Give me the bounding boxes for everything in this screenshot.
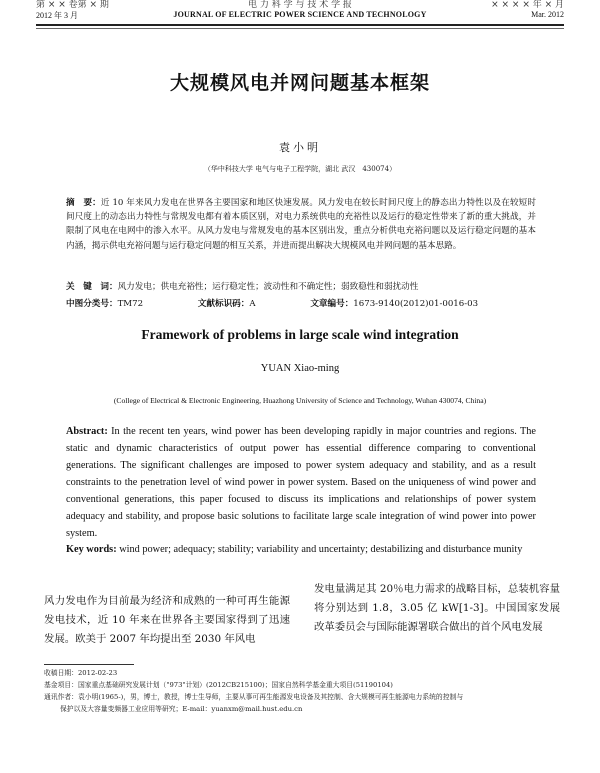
- volume-issue: 第 × × 卷第 × 期: [36, 0, 109, 10]
- body-column-right: 发电量满足其 20％电力需求的战略目标，总装机容量将分别达到 1.8，3.05 亿 kW[1-3]。中国国家发展改革委员会与国际能源署联合做出的首个风电发展: [314, 583, 560, 633]
- keywords-en: [66, 541, 536, 558]
- keywords-en-label: Key words:: [66, 544, 117, 555]
- body-column-left: 风力发电作为目前最为经济和成熟的一种可再生能源发电技术，近 10 年来在世界各主要国家得到了迅速发展。欧美于 2007 年均提出至 2030 年风电: [44, 595, 290, 645]
- abstract-en-label: Abstract:: [66, 426, 108, 437]
- footnote-received: 收稿日期：2012-02-23: [44, 669, 118, 677]
- publication-date-cn: × × × × 年 × 月: [491, 0, 564, 10]
- author-cn: 袁小明: [279, 141, 321, 154]
- document-code: 文献标识码：A: [197, 299, 256, 309]
- journal-name-en: JOURNAL OF ELECTRIC POWER SCIENCE AND TECHNOLOGY: [173, 10, 427, 19]
- abstract-cn: [66, 196, 536, 253]
- journal-name-cn: 电 力 科 学 与 技 术 学 报: [248, 0, 352, 10]
- keywords-cn-text: 风力发电；供电充裕性；运行稳定性；波动性和不确定性；弱致稳性和弱扰动性: [117, 282, 419, 292]
- header-rule-thin: [36, 28, 564, 29]
- header-date-right: Mar. 2012: [531, 10, 564, 19]
- abstract-cn-label: 摘 要：: [66, 198, 101, 208]
- abstract-en: [66, 423, 536, 542]
- keywords-cn: [66, 280, 536, 292]
- article-number: 文章编号：1673-9140(2012)01-0016-03: [310, 299, 479, 309]
- clc-number: 中图分类号：TM72: [66, 299, 144, 309]
- header-rule: [36, 24, 564, 26]
- keywords-cn-label: 关 键 词：: [66, 282, 118, 292]
- footnotes: [44, 667, 564, 715]
- keywords-en-text: wind power; adequacy; stability; variability and uncertainty; destabilizing and disturbance munity: [119, 544, 523, 555]
- paper-title-en: Framework of problems in large scale wind integration: [141, 327, 459, 342]
- running-header-cut: [0, 0, 600, 10]
- header-date-left: 2012 年 3 月: [36, 11, 78, 20]
- footnote-author-bio: 通讯作者：袁小明(1965-)，男，博士，教授，博士生导师，主要从事可再生能源发电设备及其控制、含大规模可再生能源电力系统的控制与: [44, 693, 464, 701]
- affiliation-cn: （华中科技大学 电气与电子工程学院，湖北 武汉 430074）: [203, 165, 397, 173]
- classification-line: [66, 297, 536, 309]
- paper-title-cn: 大规模风电并网问题基本框架: [169, 72, 430, 94]
- running-header: [36, 10, 564, 24]
- author-en: YUAN Xiao-ming: [260, 363, 340, 374]
- abstract-en-text: In the recent ten years, wind power has been developing rapidly in major countries and regions. The static and dynamic characteristics of output power has essential difference comparing to conventional generations. The significant challenges are imposed to power system adequacy and stability, and as a result constraints to the penetration level of wind power in power system. Based on the uniqueness of wind power and conventional generations, this paper focused to discuss its implications and relationships of power system adequacy and stability, and propose basic solutions to facilitate large scale integration of wind power into power system.: [66, 426, 536, 539]
- footnote-fund: 基金项目：国家重点基础研究发展计划（"973"计划）(2012CB215100)；国家自然科学基金重大项目(51190104): [44, 681, 393, 689]
- abstract-cn-text: 近 10 年来风力发电在世界各主要国家和地区快速发展。风力发电在较长时间尺度上的静态出力特性以及在较短时间尺度上的动态出力特性与常规发电都有着本质区别，对电力系统供电的充裕性以及运行的稳定性带来了新的重大挑战，并限制了风电在电网中的渗入水平。从风力发电与常规发电的基本区别出发，重点分析供电充裕问题以及运行稳定问题的基本内涵，揭示供电充裕问题与运行稳定问题的相互关系，并进而提出解决大规模风电并网问题的基本思路。: [66, 198, 536, 251]
- footnote-rule: [44, 664, 134, 665]
- affiliation-en: (College of Electrical & Electronic Engineering, Huazhong University of Science and Technology, Wuhan 430074, China): [113, 396, 487, 405]
- footnote-author-bio-cont: 保护以及大容量变频器工业应用等研究；E-mail：yuanxm@mail.hust.edu.cn: [60, 705, 303, 713]
